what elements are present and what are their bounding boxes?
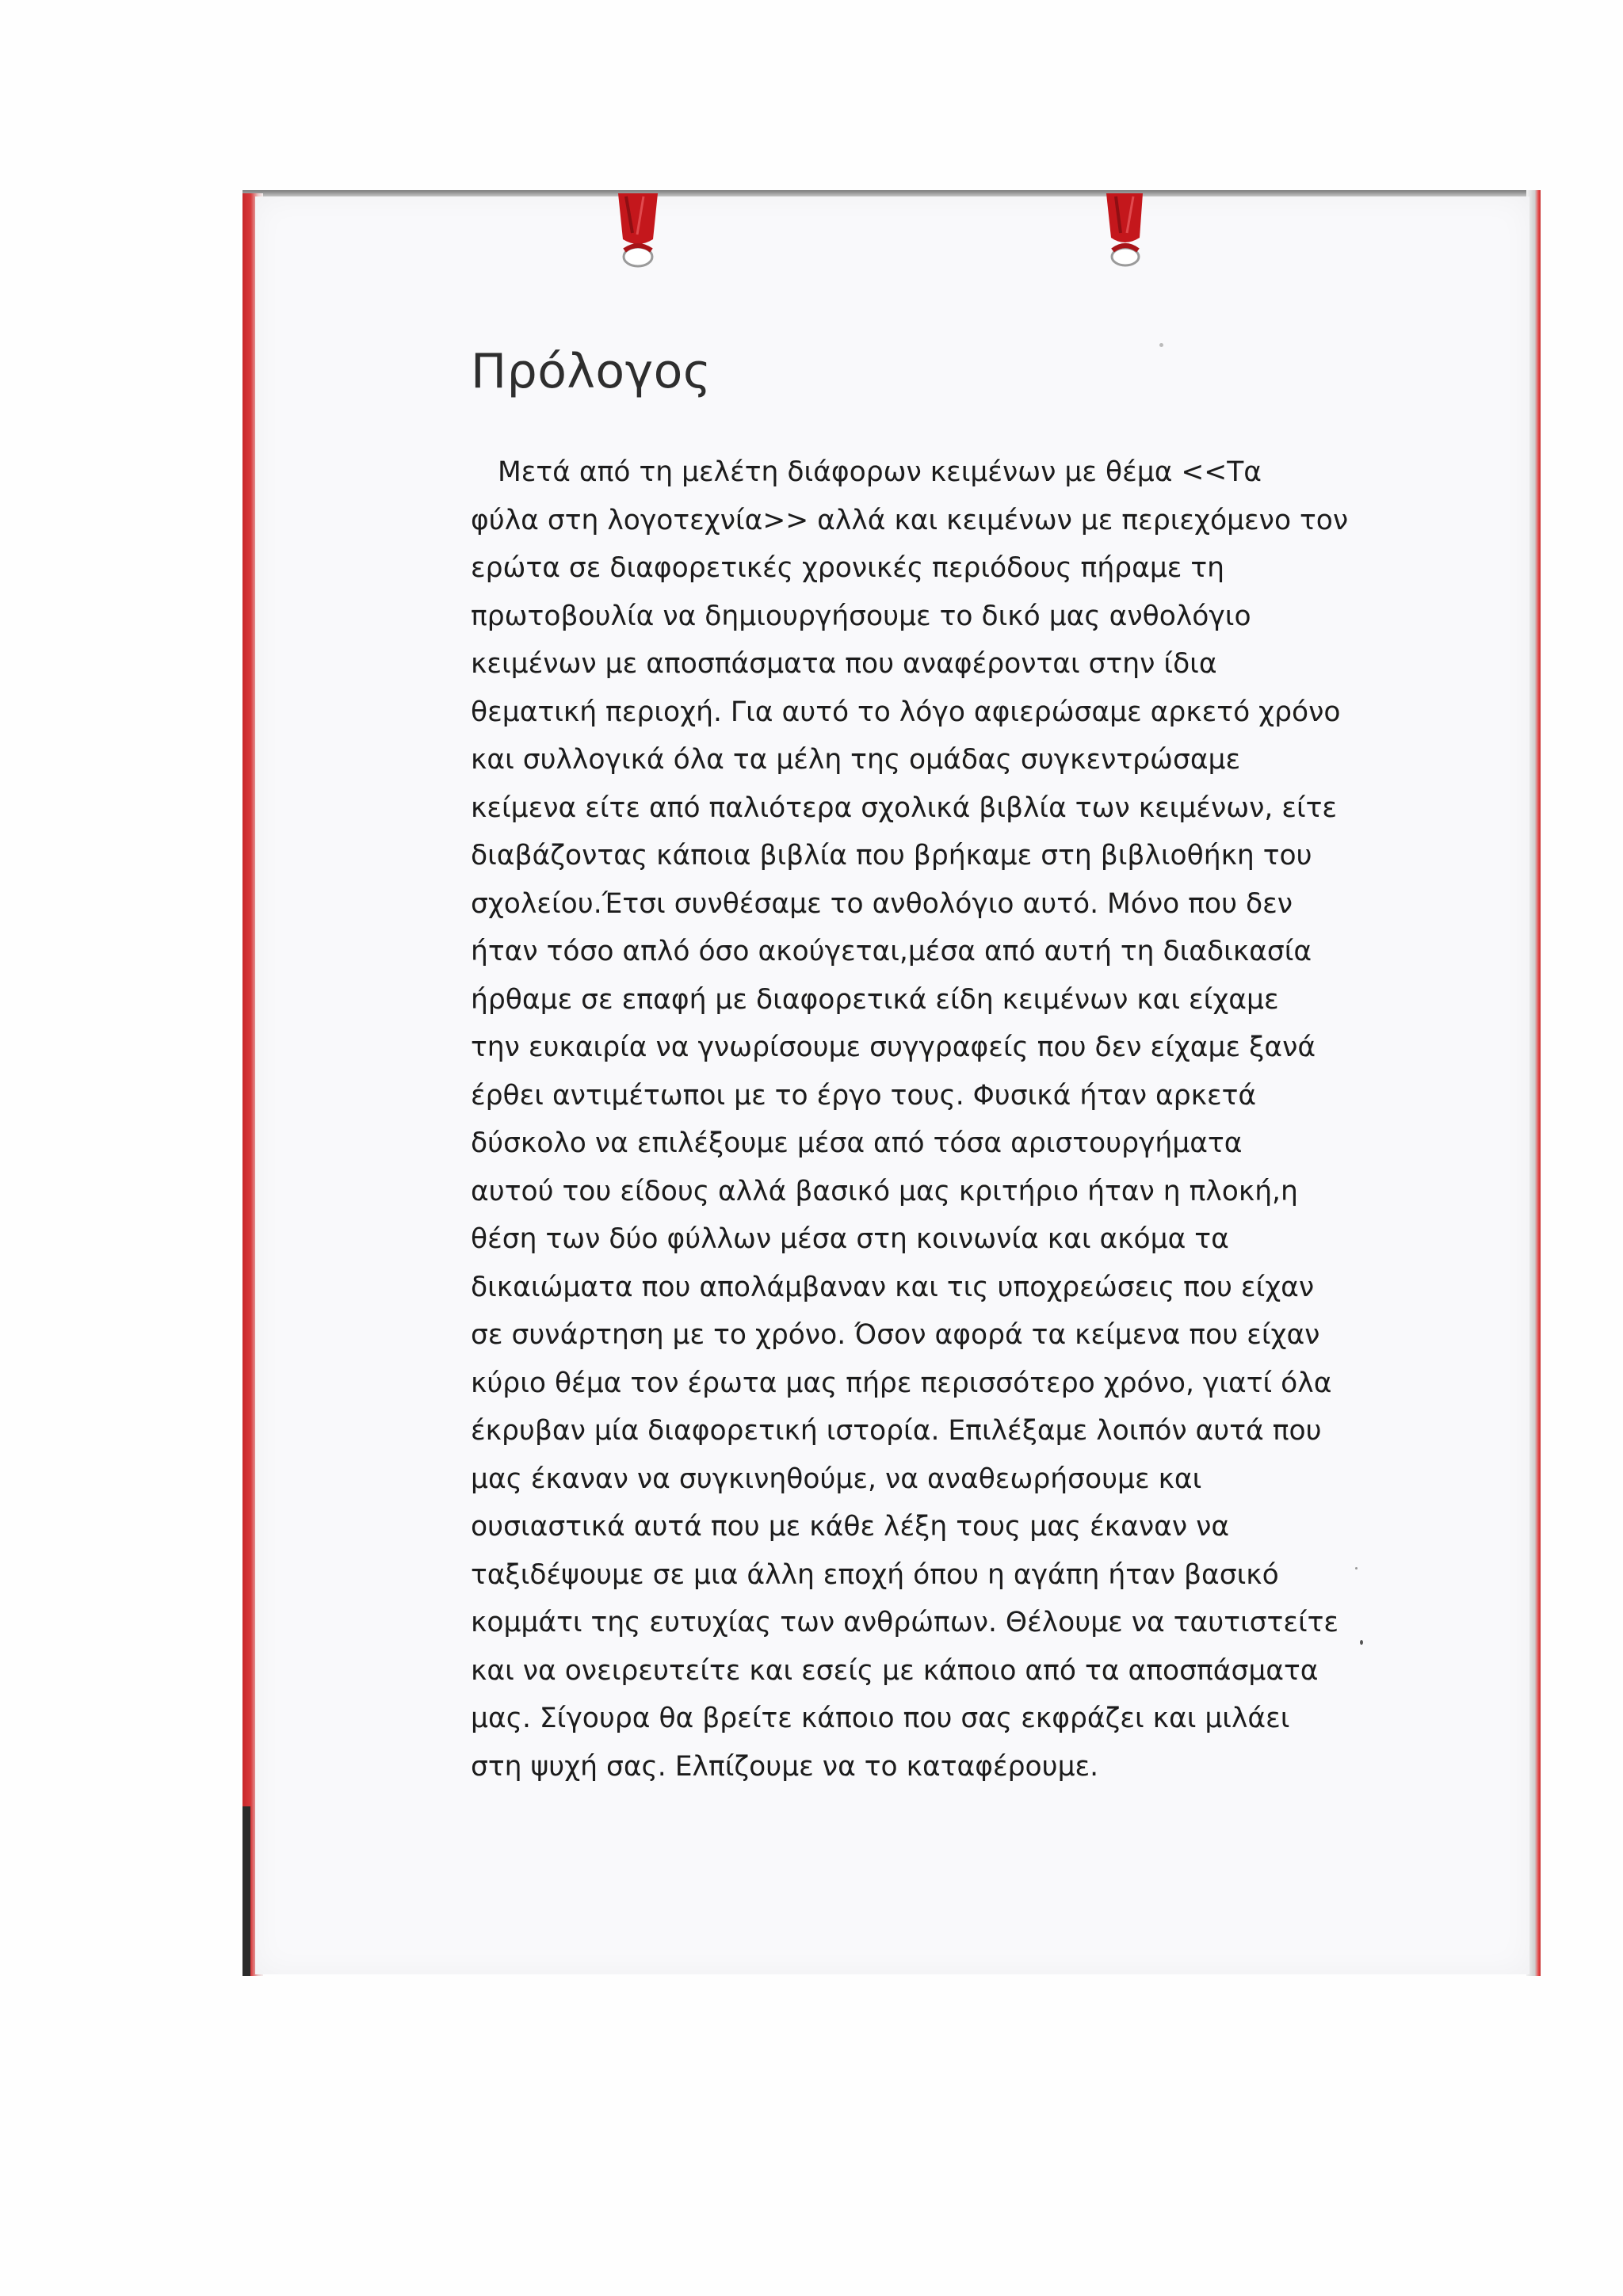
text-line: μας έκαναν να συγκινηθούμε, να αναθεωρήσουμε και — [471, 1463, 1202, 1495]
text-line: Μετά από τη μελέτη διάφορων κειμένων με θέμα <<Τα — [498, 456, 1262, 488]
ribbon-binding-icon — [610, 193, 666, 273]
ribbon-binding-icon — [1097, 193, 1152, 273]
scan-speck — [1159, 343, 1163, 347]
text-line: σχολείου.Έτσι συνθέσαμε το ανθολόγιο αυτό. Μόνο που δεν — [471, 887, 1293, 920]
text-line: διαβάζοντας κάποια βιβλία που βρήκαμε στη βιβλιοθήκη του — [471, 840, 1312, 871]
text-line: ουσιαστικά αυτά που με κάθε λέξη τους μας έκαναν να — [471, 1511, 1230, 1543]
text-line: έκρυβαν μία διαφορετική ιστορία. Επιλέξαμε λοιπόν αυτά που — [471, 1415, 1322, 1447]
text-line: και να ονειρευτείτε και εσείς με κάποιο από τα αποσπάσματα — [471, 1654, 1319, 1687]
page-title: Πρόλογος — [471, 344, 712, 399]
text-line: αυτού του είδους αλλά βασικό μας κριτήριο ήταν η πλοκή,η — [471, 1175, 1298, 1207]
text-line: μας. Σίγουρα θα βρείτε κάποιο που σας εκφράζει και μιλάει — [471, 1703, 1290, 1734]
text-line: κύριο θέμα τον έρωτα μας πήρε περισσότερο χρόνο, γιατί όλα — [471, 1367, 1332, 1399]
text-line: πρωτοβουλία να δημιουργήσουμε το δικό μας ανθολόγιο — [471, 600, 1251, 632]
text-line: ερώτα σε διαφορετικές χρονικές περιόδους πήραμε τη — [471, 552, 1225, 584]
prologue-body — [471, 448, 1382, 1791]
text-line: δύσκολο να επιλέξουμε μέσα από τόσα αριστουργήματα — [471, 1127, 1243, 1159]
page-bottom-left-shadow — [242, 1806, 250, 1976]
text-line: κειμένων με αποσπάσματα που αναφέρονται στην ίδια — [471, 648, 1217, 680]
text-line: στη ψυχή σας. Ελπίζουμε να το καταφέρουμε. — [471, 1750, 1099, 1783]
text-line: σε συνάρτηση με το χρόνο. Όσον αφορά τα κείμενα που είχαν — [471, 1319, 1320, 1351]
text-line: κείμενα είτε από παλιότερα σχολικά βιβλία των κειμένων, είτε — [471, 791, 1338, 824]
text-line: φύλα στη λογοτεχνία>> αλλά και κειμένων με περιεχόμενο τον — [471, 504, 1349, 536]
text-line: θεματική περιοχή. Για αυτό το λόγο αφιερώσαμε αρκετό χρόνο — [471, 696, 1341, 728]
text-line: ταξιδέψουμε σε μια άλλη εποχή όπου η αγάπη ήταν βασικό — [471, 1558, 1279, 1591]
text-line: ήταν τόσο απλό όσο ακούγεται,μέσα από αυτή τη διαδικασία — [471, 936, 1312, 967]
text-line: την ευκαιρία να γνωρίσουμε συγγραφείς που δεν είχαμε ξανά — [471, 1032, 1316, 1063]
text-line: και συλλογικά όλα τα μέλη της ομάδας συγκεντρώσαμε — [471, 744, 1241, 776]
text-line: έρθει αντιμέτωποι με το έργο τους. Φυσικά ήταν αρκετά — [471, 1079, 1257, 1112]
text-line: δικαιώματα που απολάμβαναν και τις υποχρεώσεις που είχαν — [471, 1271, 1315, 1303]
text-line: κομμάτι της ευτυχίας των ανθρώπων. Θέλουμε να ταυτιστείτε — [471, 1607, 1339, 1638]
text-line: ήρθαμε σε επαφή με διαφορετικά είδη κειμένων και είχαμε — [471, 983, 1279, 1016]
text-line: θέση των δύο φύλλων μέσα στη κοινωνία και ακόμα τα — [471, 1223, 1229, 1255]
